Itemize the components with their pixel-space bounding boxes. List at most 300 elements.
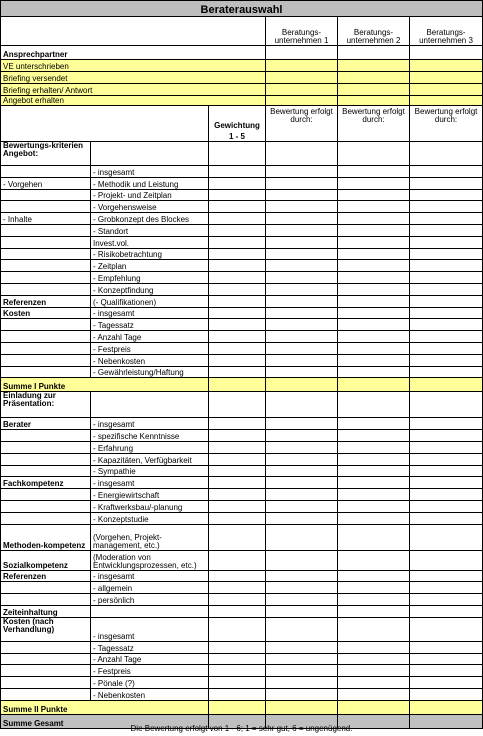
value-cell[interactable]	[266, 653, 338, 665]
gewichtung-label: Gewichtung	[214, 121, 260, 130]
criteria-row	[1, 201, 483, 213]
value-cell[interactable]	[338, 570, 410, 582]
value-cell[interactable]	[266, 236, 338, 248]
value-cell[interactable]	[266, 295, 338, 307]
value-cell[interactable]	[266, 617, 338, 641]
value-cell[interactable]	[266, 166, 338, 178]
value-cell[interactable]	[338, 617, 410, 641]
value-cell[interactable]	[209, 213, 266, 225]
value-cell[interactable]	[209, 307, 266, 319]
kosten-label: Kosten (nach Verhandlung)	[1, 617, 91, 641]
criteria-group	[1, 260, 91, 272]
value-cell[interactable]	[266, 500, 338, 512]
value-cell[interactable]	[338, 465, 410, 477]
value-cell[interactable]	[266, 570, 338, 582]
value-cell[interactable]	[338, 331, 410, 343]
criteria-row	[1, 582, 483, 594]
criteria-group	[1, 441, 91, 453]
criteria-item: - Risikobetrachtung	[91, 248, 209, 260]
value-cell[interactable]	[410, 570, 483, 582]
value-cell[interactable]	[338, 512, 410, 524]
status-label: VE unterschrieben	[1, 60, 266, 72]
value-cell[interactable]	[266, 700, 338, 714]
value-cell[interactable]	[410, 60, 483, 72]
value-cell[interactable]	[410, 524, 483, 550]
value-cell[interactable]	[338, 418, 410, 430]
criteria-group	[1, 354, 91, 366]
value-cell[interactable]	[266, 688, 338, 700]
criteria-group	[1, 331, 91, 343]
value-cell[interactable]	[410, 392, 483, 418]
value-cell[interactable]	[266, 307, 338, 319]
value-cell[interactable]	[338, 84, 410, 96]
value-cell[interactable]	[410, 342, 483, 354]
value-cell[interactable]	[410, 236, 483, 248]
criteria-group	[1, 641, 91, 653]
value-cell[interactable]	[209, 489, 266, 501]
value-cell[interactable]	[209, 641, 266, 653]
value-cell[interactable]	[338, 582, 410, 594]
value-cell[interactable]	[338, 477, 410, 489]
value-cell[interactable]	[209, 605, 266, 617]
criteria-group	[1, 688, 91, 700]
summe2-row	[1, 700, 483, 714]
value-cell[interactable]	[338, 688, 410, 700]
value-cell[interactable]	[338, 46, 410, 60]
value-cell[interactable]	[410, 272, 483, 284]
value-cell[interactable]	[266, 378, 338, 392]
criteria-item: - insgesamt	[91, 617, 209, 641]
criteria-item: - Kraftwerksbau/-planung	[91, 500, 209, 512]
criteria-row	[1, 177, 483, 189]
value-cell[interactable]	[338, 307, 410, 319]
criteria-group	[1, 582, 91, 594]
value-cell[interactable]	[209, 550, 266, 570]
criteria-item: - Kapazitäten, Verfügbarkeit	[91, 453, 209, 465]
criteria-item: - Anzahl Tage	[91, 653, 209, 665]
criteria-row	[1, 617, 483, 641]
value-cell[interactable]	[338, 524, 410, 550]
criteria-row	[1, 236, 483, 248]
value-cell[interactable]	[410, 142, 483, 166]
value-cell[interactable]	[266, 418, 338, 430]
criteria-row	[1, 641, 483, 653]
value-cell[interactable]	[209, 177, 266, 189]
section2-header: Einladung zur Präsentation:	[1, 392, 91, 418]
value-cell[interactable]	[410, 641, 483, 653]
value-cell[interactable]	[410, 582, 483, 594]
value-cell[interactable]	[338, 378, 410, 392]
value-cell[interactable]	[410, 354, 483, 366]
criteria-item: - Grobkonzept des Blockes	[91, 213, 209, 225]
criteria-group	[1, 430, 91, 442]
value-cell[interactable]	[410, 177, 483, 189]
value-cell[interactable]	[338, 550, 410, 570]
criteria-row	[1, 307, 483, 319]
criteria-item: - Nebenkosten	[91, 354, 209, 366]
value-cell[interactable]	[266, 84, 338, 96]
value-cell[interactable]	[338, 677, 410, 689]
value-cell[interactable]	[410, 550, 483, 570]
value-cell[interactable]	[266, 342, 338, 354]
value-cell[interactable]	[410, 84, 483, 96]
value-cell[interactable]	[338, 430, 410, 442]
status-row	[1, 60, 483, 72]
value-cell[interactable]	[209, 617, 266, 641]
value-cell[interactable]	[338, 441, 410, 453]
value-cell[interactable]	[209, 366, 266, 378]
criteria-item: - Festpreis	[91, 342, 209, 354]
value-cell[interactable]	[338, 500, 410, 512]
criteria-group	[1, 677, 91, 689]
criteria-group: Fachkompetenz	[1, 477, 91, 489]
value-cell[interactable]	[410, 441, 483, 453]
value-cell[interactable]	[209, 378, 266, 392]
value-cell[interactable]	[338, 201, 410, 213]
value-cell[interactable]	[266, 283, 338, 295]
value-cell[interactable]	[338, 700, 410, 714]
value-cell[interactable]	[410, 331, 483, 343]
criteria-row	[1, 570, 483, 582]
criteria-item: - Konzeptfindung	[91, 283, 209, 295]
value-cell[interactable]	[410, 260, 483, 272]
criteria-row	[1, 342, 483, 354]
methoden-item: (Vorgehen, Projekt-management, etc.)	[91, 524, 209, 550]
value-cell[interactable]	[266, 272, 338, 284]
value-cell[interactable]	[338, 319, 410, 331]
value-cell[interactable]	[338, 366, 410, 378]
bewertung-header: Bewertung erfolgt durch:	[338, 106, 410, 142]
value-cell[interactable]	[266, 453, 338, 465]
criteria-item: - insgesamt	[91, 570, 209, 582]
company-header-1: Beratungs- unternehmen 1	[266, 17, 338, 46]
value-cell[interactable]	[266, 260, 338, 272]
criteria-row	[1, 441, 483, 453]
value-cell[interactable]	[209, 283, 266, 295]
value-cell[interactable]	[266, 72, 338, 84]
value-cell[interactable]	[410, 688, 483, 700]
criteria-row	[1, 477, 483, 489]
value-cell[interactable]	[410, 189, 483, 201]
value-cell[interactable]	[410, 653, 483, 665]
criteria-group	[1, 366, 91, 378]
value-cell[interactable]	[410, 418, 483, 430]
criteria-row	[1, 418, 483, 430]
value-cell[interactable]	[410, 665, 483, 677]
value-cell[interactable]	[209, 500, 266, 512]
criteria-item: - insgesamt	[91, 307, 209, 319]
value-cell[interactable]	[209, 430, 266, 442]
company-header-3: Beratungs- unternehmen 3	[410, 17, 483, 46]
value-cell[interactable]	[338, 224, 410, 236]
value-cell[interactable]	[410, 307, 483, 319]
sozial-label: Sozialkompetenz	[1, 550, 91, 570]
value-cell[interactable]	[209, 354, 266, 366]
criteria-row	[1, 189, 483, 201]
value-cell[interactable]	[209, 677, 266, 689]
criteria-row	[1, 550, 483, 570]
value-cell[interactable]	[266, 248, 338, 260]
criteria-item: - Tagessatz	[91, 319, 209, 331]
criteria-group	[1, 166, 91, 178]
criteria-group	[1, 342, 91, 354]
value-cell[interactable]	[209, 236, 266, 248]
value-cell[interactable]	[410, 700, 483, 714]
value-cell[interactable]	[338, 166, 410, 178]
value-cell[interactable]	[266, 213, 338, 225]
criteria-row	[1, 166, 483, 178]
value-cell[interactable]	[338, 283, 410, 295]
criteria-item: Invest.vol.	[91, 236, 209, 248]
value-cell[interactable]	[209, 189, 266, 201]
value-cell[interactable]	[209, 700, 266, 714]
value-cell[interactable]	[338, 72, 410, 84]
value-cell[interactable]	[338, 142, 410, 166]
blank-cell	[91, 392, 209, 418]
value-cell[interactable]	[338, 96, 410, 106]
value-cell[interactable]	[266, 665, 338, 677]
value-cell[interactable]	[410, 283, 483, 295]
value-cell[interactable]	[338, 354, 410, 366]
value-cell[interactable]	[266, 550, 338, 570]
value-cell[interactable]	[338, 665, 410, 677]
value-cell[interactable]	[338, 605, 410, 617]
footnote: Die Bewertung erfolgt von 1 - 6; 1 = sehr gut, 6 = ungenügend.	[130, 724, 353, 733]
value-cell[interactable]	[410, 453, 483, 465]
value-cell[interactable]	[410, 594, 483, 606]
value-cell[interactable]	[410, 248, 483, 260]
value-cell[interactable]	[410, 512, 483, 524]
criteria-row	[1, 319, 483, 331]
value-cell[interactable]	[410, 46, 483, 60]
criteria-row	[1, 688, 483, 700]
value-cell[interactable]	[410, 465, 483, 477]
value-cell[interactable]	[410, 430, 483, 442]
value-cell[interactable]	[266, 60, 338, 72]
value-cell[interactable]	[338, 260, 410, 272]
value-cell[interactable]	[209, 224, 266, 236]
criteria-group: - Vorgehen	[1, 177, 91, 189]
value-cell[interactable]	[266, 177, 338, 189]
value-cell[interactable]	[209, 342, 266, 354]
value-cell[interactable]	[266, 489, 338, 501]
value-cell[interactable]	[209, 201, 266, 213]
sozial-item: (Moderation von Entwicklungsprozessen, etc.)	[91, 550, 209, 570]
value-cell[interactable]	[410, 166, 483, 178]
value-cell[interactable]	[266, 224, 338, 236]
criteria-group: Referenzen	[1, 295, 91, 307]
gewichtung-header	[209, 106, 266, 142]
value-cell[interactable]	[209, 453, 266, 465]
value-cell[interactable]	[410, 677, 483, 689]
criteria-group: Zeiteinhaltung	[1, 605, 91, 617]
value-cell[interactable]	[338, 60, 410, 72]
value-cell[interactable]	[209, 477, 266, 489]
value-cell[interactable]	[266, 465, 338, 477]
value-cell[interactable]	[209, 331, 266, 343]
value-cell[interactable]	[209, 319, 266, 331]
criteria-group	[1, 512, 91, 524]
value-cell[interactable]	[338, 453, 410, 465]
value-cell[interactable]	[338, 342, 410, 354]
methoden-label: Methoden-kompetenz	[1, 524, 91, 550]
value-cell[interactable]	[338, 236, 410, 248]
value-cell[interactable]	[410, 477, 483, 489]
criteria-item: - Gewährleistung/Haftung	[91, 366, 209, 378]
criteria-group: Kosten	[1, 307, 91, 319]
criteria-row	[1, 512, 483, 524]
value-cell[interactable]	[209, 272, 266, 284]
criteria-row	[1, 500, 483, 512]
value-cell[interactable]	[266, 594, 338, 606]
criteria-group	[1, 248, 91, 260]
value-cell[interactable]	[266, 319, 338, 331]
value-cell[interactable]	[410, 605, 483, 617]
value-cell[interactable]	[266, 201, 338, 213]
value-cell[interactable]	[209, 392, 266, 418]
value-cell[interactable]	[209, 465, 266, 477]
criteria-item: - Sympathie	[91, 465, 209, 477]
criteria-group	[1, 665, 91, 677]
criteria-item	[91, 605, 209, 617]
criteria-row	[1, 224, 483, 236]
value-cell[interactable]	[410, 366, 483, 378]
value-cell[interactable]	[410, 500, 483, 512]
value-cell[interactable]	[266, 430, 338, 442]
value-cell[interactable]	[338, 594, 410, 606]
criteria-item: - Standort	[91, 224, 209, 236]
criteria-item: - Tagessatz	[91, 641, 209, 653]
criteria-item: - Projekt- und Zeitplan	[91, 189, 209, 201]
value-cell[interactable]	[209, 582, 266, 594]
status-row	[1, 72, 483, 84]
value-cell[interactable]	[209, 665, 266, 677]
value-cell[interactable]	[410, 201, 483, 213]
value-cell[interactable]	[410, 617, 483, 641]
value-cell[interactable]	[266, 366, 338, 378]
criteria-item: - Pönale (?)	[91, 677, 209, 689]
criteria-item: - Energiewirtschaft	[91, 489, 209, 501]
value-cell[interactable]	[266, 605, 338, 617]
value-cell[interactable]	[338, 653, 410, 665]
summe1-row	[1, 378, 483, 392]
blank-cell	[91, 142, 209, 166]
criteria-group	[1, 201, 91, 213]
value-cell[interactable]	[266, 189, 338, 201]
status-label: Briefing versendet	[1, 72, 266, 84]
value-cell[interactable]	[410, 72, 483, 84]
value-cell[interactable]	[338, 213, 410, 225]
criteria-item: - Festpreis	[91, 665, 209, 677]
value-cell[interactable]	[209, 248, 266, 260]
summe-gesamt-label: Summe Gesamt	[1, 714, 209, 728]
criteria-row	[1, 524, 483, 550]
criteria-item: - persönlich	[91, 594, 209, 606]
value-cell[interactable]	[209, 524, 266, 550]
criteria-item: - Zeitplan	[91, 260, 209, 272]
criteria-row	[1, 453, 483, 465]
criteria-row	[1, 354, 483, 366]
company-header-row	[1, 17, 483, 46]
value-cell[interactable]	[338, 177, 410, 189]
criteria-item: - spezifische Kenntnisse	[91, 430, 209, 442]
criteria-row	[1, 489, 483, 501]
value-cell[interactable]	[338, 489, 410, 501]
criteria-group: Berater	[1, 418, 91, 430]
value-cell[interactable]	[338, 189, 410, 201]
criteria-group	[1, 189, 91, 201]
value-cell[interactable]	[266, 392, 338, 418]
criteria-item: - Vorgehensweise	[91, 201, 209, 213]
value-cell[interactable]	[209, 653, 266, 665]
value-cell[interactable]	[266, 512, 338, 524]
value-cell[interactable]	[209, 512, 266, 524]
blank-cell	[1, 17, 266, 46]
section-header-row	[1, 392, 483, 418]
value-cell[interactable]	[410, 213, 483, 225]
status-label: Briefing erhalten/ Antwort	[1, 84, 266, 96]
criteria-item: - insgesamt	[91, 166, 209, 178]
criteria-group: - Inhalte	[1, 213, 91, 225]
value-cell[interactable]	[338, 248, 410, 260]
value-cell[interactable]	[410, 378, 483, 392]
value-cell[interactable]	[266, 331, 338, 343]
value-cell[interactable]	[410, 489, 483, 501]
value-cell[interactable]	[338, 295, 410, 307]
value-cell[interactable]	[410, 224, 483, 236]
value-cell[interactable]	[266, 677, 338, 689]
value-cell[interactable]	[266, 96, 338, 106]
criteria-group	[1, 500, 91, 512]
value-cell[interactable]	[209, 260, 266, 272]
value-cell[interactable]	[410, 96, 483, 106]
value-cell[interactable]	[266, 641, 338, 653]
value-cell[interactable]	[266, 354, 338, 366]
criteria-row	[1, 272, 483, 284]
value-cell[interactable]	[266, 477, 338, 489]
value-cell[interactable]	[266, 46, 338, 60]
value-cell[interactable]	[209, 441, 266, 453]
value-cell[interactable]	[266, 142, 338, 166]
sheet-title: Beraterauswahl	[1, 1, 483, 17]
value-cell[interactable]	[266, 524, 338, 550]
criteria-row	[1, 594, 483, 606]
status-label: Angebot erhalten	[1, 96, 266, 106]
value-cell[interactable]	[410, 295, 483, 307]
criteria-item: - Empfehlung	[91, 272, 209, 284]
blank-cell	[1, 106, 209, 142]
value-cell[interactable]	[338, 392, 410, 418]
value-cell[interactable]	[209, 166, 266, 178]
criteria-group	[1, 489, 91, 501]
value-cell[interactable]	[266, 582, 338, 594]
value-cell[interactable]	[209, 142, 266, 166]
value-cell[interactable]	[209, 295, 266, 307]
value-cell[interactable]	[338, 641, 410, 653]
section1-header: Bewertungs-kriterien Angebot:	[1, 142, 91, 166]
criteria-item: - Konzeptstudie	[91, 512, 209, 524]
value-cell[interactable]	[266, 441, 338, 453]
ansprechpartner-row	[1, 46, 483, 60]
value-cell[interactable]	[209, 418, 266, 430]
value-cell[interactable]	[338, 272, 410, 284]
criteria-item: - Anzahl Tage	[91, 331, 209, 343]
value-cell[interactable]	[209, 688, 266, 700]
criteria-group	[1, 653, 91, 665]
value-cell[interactable]	[410, 319, 483, 331]
value-cell[interactable]	[209, 594, 266, 606]
value-cell[interactable]	[209, 570, 266, 582]
